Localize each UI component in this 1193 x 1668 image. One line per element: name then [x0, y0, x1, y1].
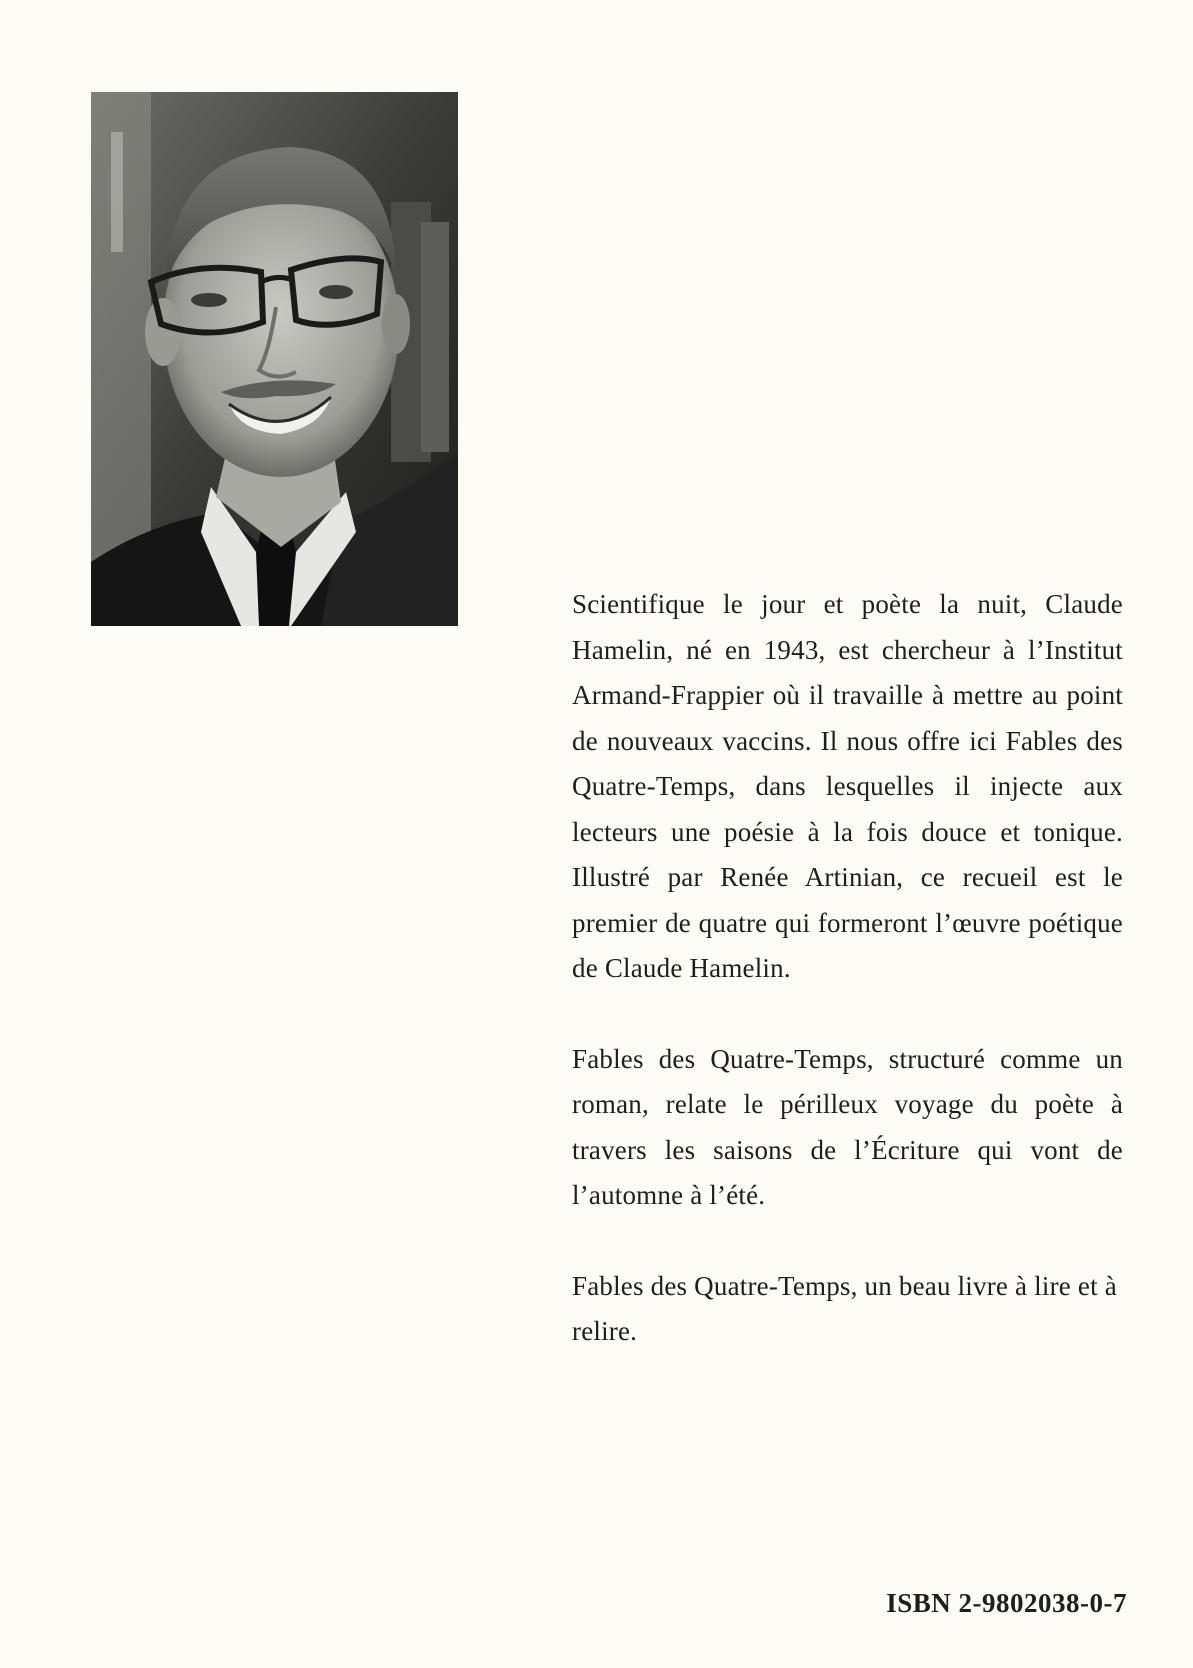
author-description	[572, 582, 1123, 1400]
paragraph-tagline: Fables des Quatre-Temps, un beau livre à lire et à relire.	[572, 1270, 1117, 1346]
portrait-icon	[91, 92, 458, 626]
paragraph-book-summary: Fables des Quatre-Temps, structuré comme un roman, relate le périlleux voyage du poète à travers les saisons de l’Écriture qui vont de l’automne à l’été.	[572, 1043, 1123, 1210]
author-photo	[91, 92, 458, 626]
paragraph-author-bio: Scientifique le jour et poète la nuit, Claude Hamelin, né en 1943, est chercheur à l’Institut Armand-Frappier où il travaille à mettre au point de nouveaux vaccins. Il nous offre ici Fables des Quatre-Temps, dans lesquelles il injecte aux lecteurs une poésie à la fois douce et tonique. Illustré par Renée Artinian, ce recueil est le premier de quatre qui formeront l’œuvre poétique de Claude Hamelin.	[572, 589, 1123, 983]
isbn-number: ISBN 2-9802038-0-7	[886, 1588, 1127, 1618]
